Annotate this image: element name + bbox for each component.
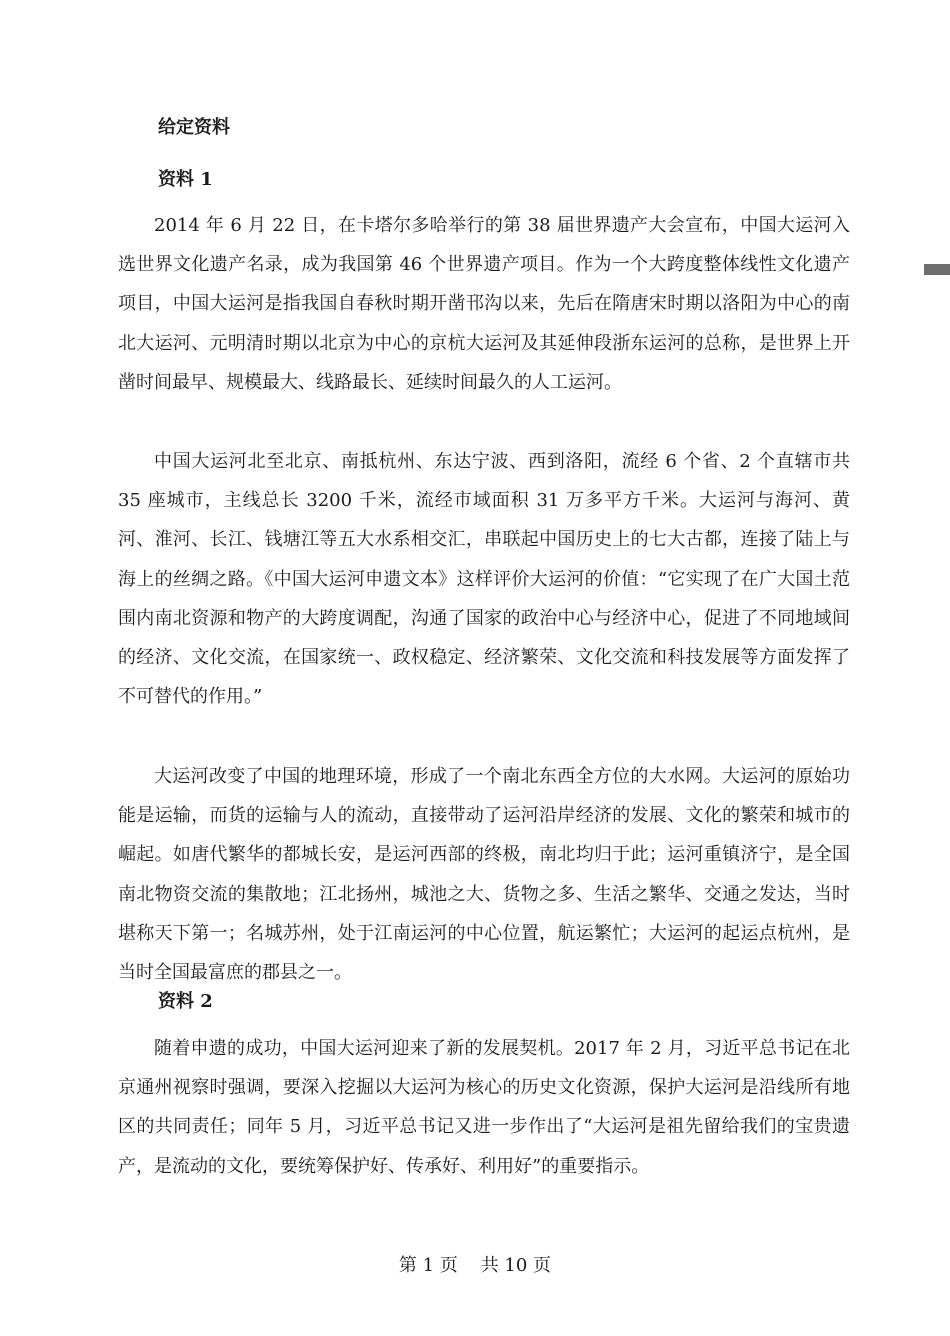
material-2-paragraph-1: 随着申遗的成功，中国大运河迎来了新的发展契机。2017 年 2 月，习近平总书记在北京通州视察时强调，要深入挖掘以大运河为核心的历史文化资源，保护大运河是沿线所有地区的共同责任；同年 5 月，习近平总书记又进一步作出了“大运河是祖先留给我们的宝贵遗产，是流动的文化，要统筹保护好、传承好、利用好”的重要指示。 bbox=[118, 1038, 850, 1177]
material-1-heading: 资料 1 bbox=[158, 169, 213, 190]
material-1-paragraph-1: 2014 年 6 月 22 日，在卡塔尔多哈举行的第 38 届世界遗产大会宣布，中国大运河入选世界文化遗产名录，成为我国第 46 个世界遗产项目。作为一个大跨度整体线性文化遗产项目，中国大运河是指我国自春秋时期开凿邗沟以来，先后在隋唐宋时期以洛阳为中心的南北大运河、元明清时期以北京为中心的京杭大运河及其延伸段浙东运河的总称，是世界上开凿时间最早、规模最大、线路最长、延续时间最久的人工运河。 bbox=[118, 215, 850, 393]
material-1-paragraph-2: 中国大运河北至北京、南抵杭州、东达宁波、西到洛阳，流经 6 个省、2 个直辖市共 35 座城市，主线总长 3200 千米，流经市域面积 31 万多平方千米。大运河与海河、黄河、淮河、长江、钱塘江等五大水系相交汇，串联起中国历史上的七大古都，连接了陆上与海上的丝绸之路。《中国大运河申遗文本》这样评价大运河的价值：“它实现了在广大国土范围内南北资源和物产的大跨度调配，沟通了国家的政治中心与经济中心，促进了不同地域间的经济、文化交流，在国家统一、政权稳定、经济繁荣、文化交流和科技发展等方面发挥了不可替代的作用。” bbox=[118, 451, 850, 708]
material-1-paragraph-3: 大运河改变了中国的地理环境，形成了一个南北东西全方位的大水网。大运河的原始功能是运输，而货的运输与人的流动，直接带动了运河沿岸经济的发展、文化的繁荣和城市的崛起。如唐代繁华的都城长安，是运河西部的终极，南北均归于此；运河重镇济宁，是全国南北物资交流的集散地；江北扬州，城池之大、货物之多、生活之繁华、交通之发达，当时堪称天下第一；名城苏州，处于江南运河的中心位置，航运繁忙；大运河的起运点杭州，是当时全国最富庶的郡县之一。 bbox=[118, 766, 850, 984]
section-title: 给定资料 bbox=[158, 117, 230, 138]
page-edge-marker bbox=[924, 264, 950, 275]
material-2-heading: 资料 2 bbox=[158, 991, 213, 1012]
page-footer: 第 1 页 共 10 页 bbox=[398, 1255, 552, 1276]
